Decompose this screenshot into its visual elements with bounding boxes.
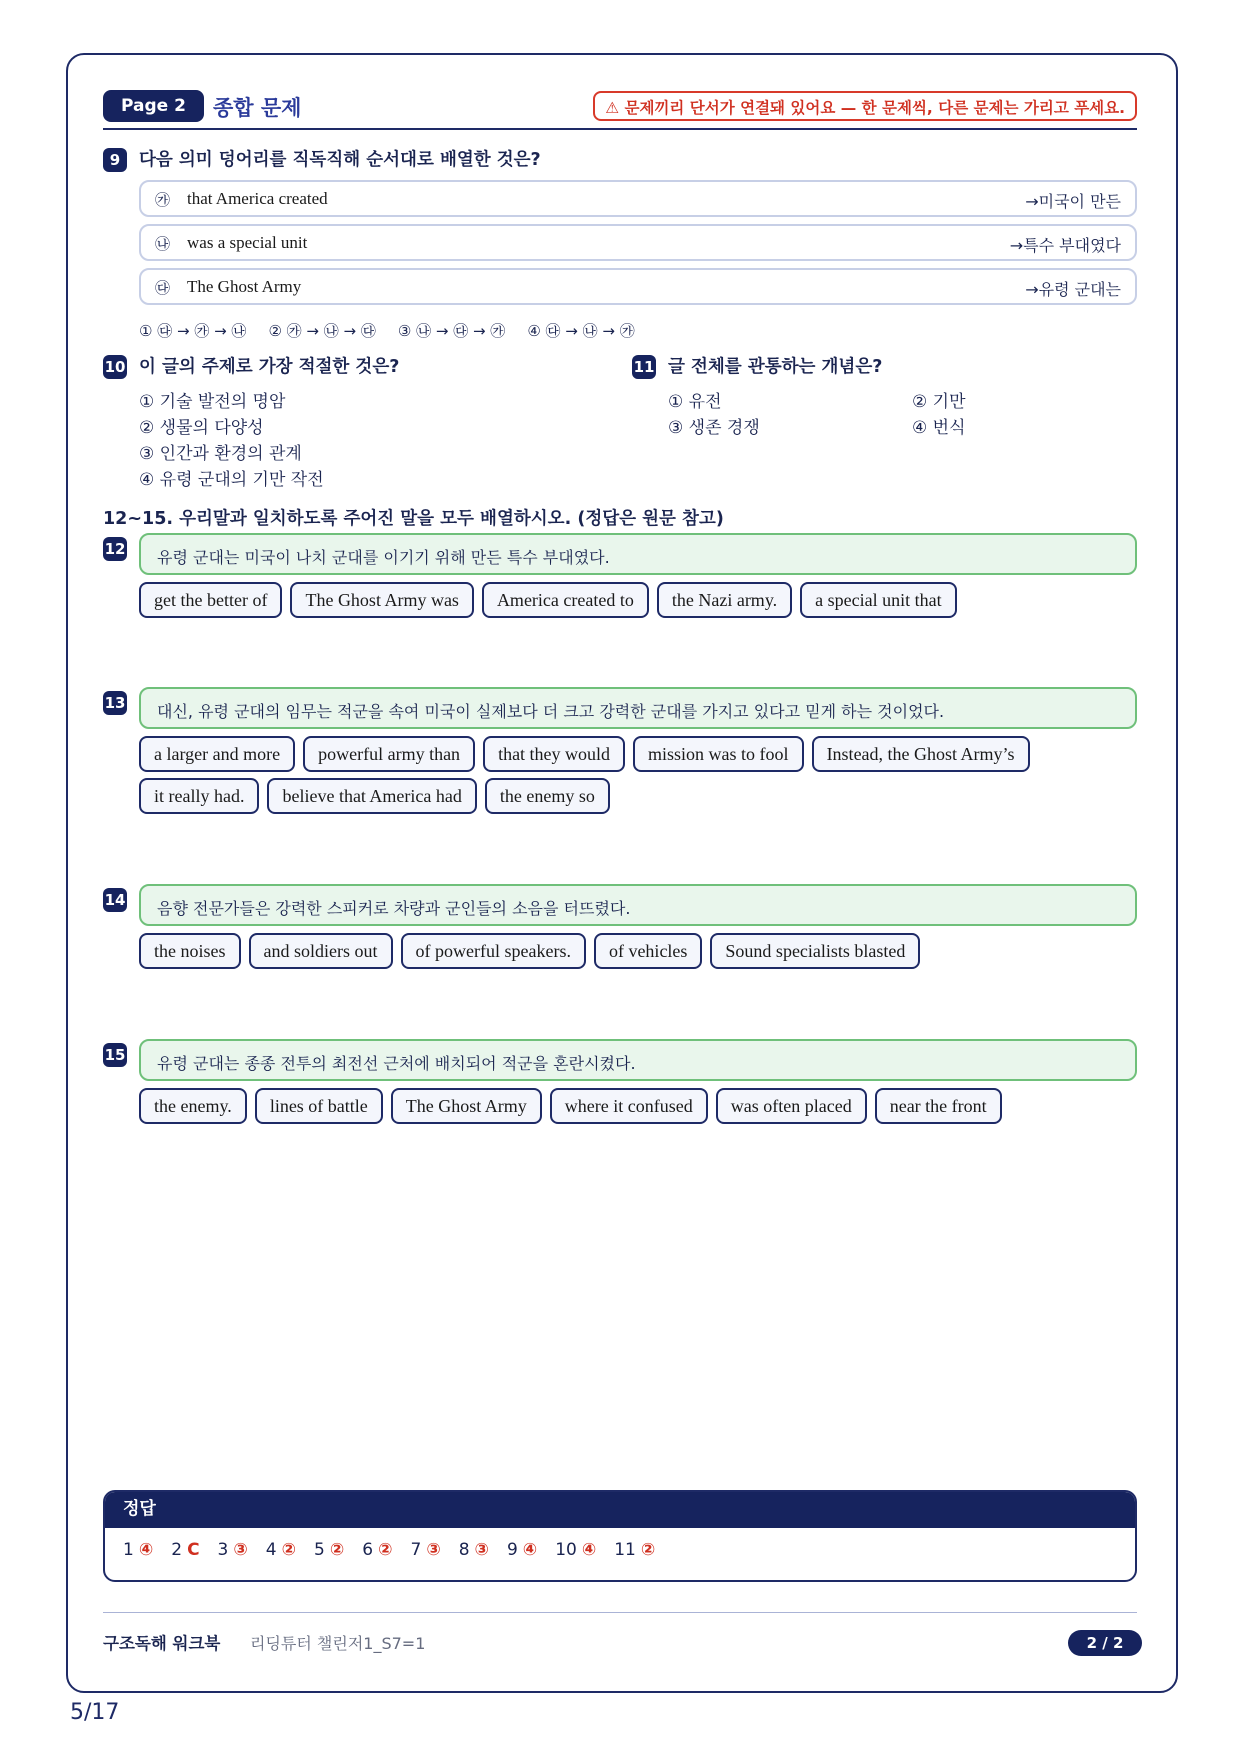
answer-item: 6 ② [362,1540,393,1560]
word-tile[interactable]: the noises [139,933,241,969]
word-tile[interactable]: The Ghost Army was [290,582,473,618]
meaning-chunk [139,224,1137,261]
footer-subtitle: 리딩튜터 챌린저1_S7=1 [250,1634,426,1653]
answer-item: 3 ③ [217,1540,248,1560]
chunk-mark: ㉮ [155,191,171,209]
chunk-korean: →유령 군대는 [1025,280,1121,299]
answer-item: 11 ② [614,1540,656,1560]
answer-item: 1 ④ [123,1540,154,1560]
section-title: 종합 문제 [213,96,302,120]
word-tile[interactable]: the Nazi army. [657,582,792,618]
question-number: 11 [632,355,656,379]
word-tile[interactable]: The Ghost Army [391,1088,542,1124]
answer-list [105,1528,1135,1572]
korean-sentence: 대신, 유령 군대의 임무는 적군을 속여 미국이 실제보다 더 크고 강력한 군대를 가지고 있다고 믿게 하는 것이었다. [139,687,1137,729]
word-tile-row [139,778,610,814]
option-4[interactable]: ④ ㉰ → ㉯ → ㉮ [527,322,635,340]
word-tile[interactable]: of vehicles [594,933,702,969]
question-number: 12 [103,537,127,561]
answer-item: 2 C [171,1540,200,1560]
word-tile[interactable]: lines of battle [255,1088,383,1124]
question-number: 15 [103,1043,127,1067]
page-header [103,90,1137,130]
chunk-korean: →특수 부대였다 [1009,236,1121,255]
question-text: 글 전체를 관통하는 개념은? [668,357,883,377]
word-tile[interactable]: was often placed [716,1088,867,1124]
footer-divider [103,1612,1137,1613]
option-4[interactable]: ④ 유령 군대의 기만 작전 [139,470,324,490]
chunk-english: was a special unit [187,233,308,252]
word-tile[interactable]: of powerful speakers. [401,933,586,969]
footer-page-badge: 2 / 2 [1068,1630,1142,1656]
word-tile[interactable]: that they would [483,736,625,772]
chunk-mark: ㉰ [155,279,171,297]
word-tile[interactable]: the enemy so [485,778,610,814]
meaning-chunk [139,268,1137,305]
chunk-english: The Ghost Army [187,277,302,296]
question-number: 9 [103,148,127,172]
option-4[interactable]: ④ 번식 [912,418,966,438]
answer-options [139,320,635,341]
option-1[interactable]: ① 유전 [668,392,722,412]
word-tile[interactable]: Instead, the Ghost Army’s [812,736,1030,772]
word-tile[interactable]: get the better of [139,582,282,618]
word-tile-row [139,582,957,618]
word-tile[interactable]: believe that America had [267,778,476,814]
option-2[interactable]: ② ㉮ → ㉯ → ㉰ [268,322,376,340]
word-tile[interactable]: the enemy. [139,1088,247,1124]
word-tile[interactable]: powerful army than [303,736,475,772]
warning-banner: ⚠ 문제끼리 단서가 연결돼 있어요 — 한 문제씩, 다른 문제는 가리고 푸세요. [593,91,1137,121]
option-1[interactable]: ① ㉰ → ㉮ → ㉯ [139,322,247,340]
korean-sentence: 유령 군대는 미국이 나치 군대를 이기기 위해 만든 특수 부대였다. [139,533,1137,575]
answer-item: 9 ④ [506,1540,538,1560]
korean-sentence: 유령 군대는 종종 전투의 최전선 근처에 배치되어 적군을 혼란시켰다. [139,1039,1137,1081]
question-number: 13 [103,691,127,715]
question-number: 10 [103,355,127,379]
answer-item: 4 ② [265,1540,297,1560]
word-tile[interactable]: a special unit that [800,582,956,618]
word-tile[interactable]: a larger and more [139,736,295,772]
word-tile[interactable]: mission was to fool [633,736,804,772]
answer-item: 5 ② [314,1540,345,1560]
meaning-chunk [139,180,1137,217]
question-text: 이 글의 주제로 가장 적절한 것은? [139,357,400,377]
korean-sentence: 음향 전문가들은 강력한 스피커로 차량과 군인들의 소음을 터뜨렸다. [139,884,1137,926]
document-page-number: 5/17 [70,1700,120,1725]
word-tile-row [139,933,920,969]
word-tile-row [139,736,1030,772]
chunk-mark: ㉯ [155,235,171,253]
chunk-english: that America created [187,189,328,208]
option-3[interactable]: ③ 인간과 환경의 관계 [139,444,302,464]
answer-item: 7 ③ [410,1540,441,1560]
answer-item: 10 ④ [555,1540,597,1560]
answer-key-title: 정답 [105,1492,1135,1528]
word-tile[interactable]: it really had. [139,778,259,814]
chunk-korean: →미국이 만든 [1025,192,1121,211]
footer-brand: 구조독해 워크북 [103,1634,221,1653]
page-badge: Page 2 [103,90,204,122]
word-tile[interactable]: where it confused [550,1088,708,1124]
word-tile[interactable]: America created to [482,582,649,618]
word-tile-row [139,1088,1002,1124]
answer-item: 8 ③ [458,1540,489,1560]
option-3[interactable]: ③ ㉯ → ㉰ → ㉮ [397,322,506,340]
option-1[interactable]: ① 기술 발전의 명암 [139,392,286,412]
option-3[interactable]: ③ 생존 경쟁 [668,418,760,438]
question-text: 다음 의미 덩어리를 직독직해 순서대로 배열한 것은? [139,150,541,170]
option-2[interactable]: ② 생물의 다양성 [139,418,264,438]
word-tile[interactable]: near the front [875,1088,1002,1124]
instruction-text: 12~15. 우리말과 일치하도록 주어진 말을 모두 배열하시오. (정답은 원문 참고) [103,509,724,529]
word-tile[interactable]: and soldiers out [249,933,393,969]
word-tile[interactable]: Sound specialists blasted [710,933,920,969]
question-number: 14 [103,888,127,912]
option-2[interactable]: ② 기만 [912,392,966,412]
answer-key [103,1490,1137,1582]
